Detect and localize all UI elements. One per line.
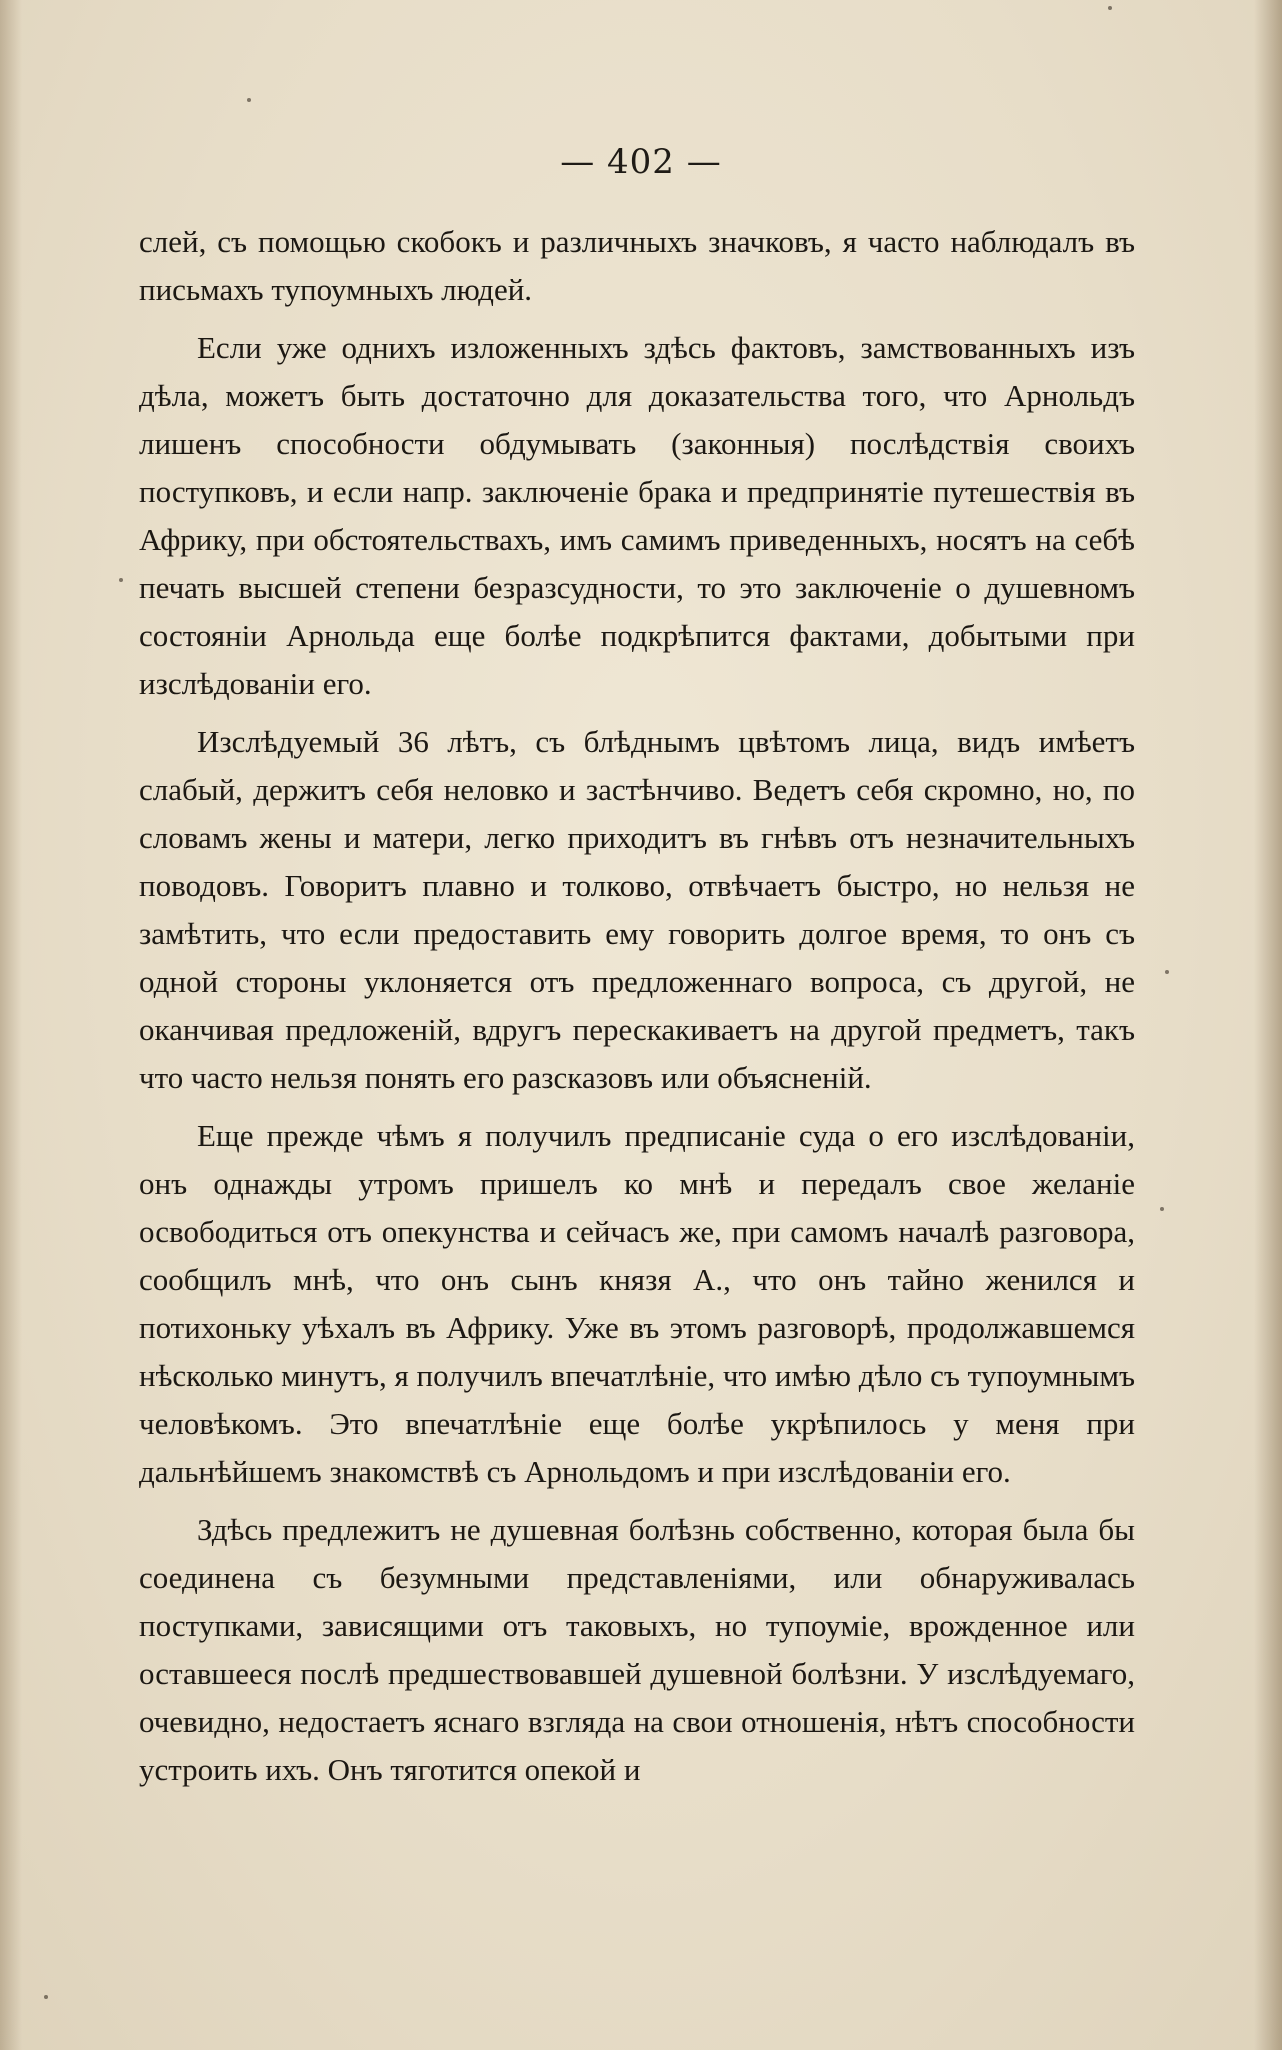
paragraph-3: Изслѣдуемый 36 лѣтъ, съ блѣднымъ цвѣтомъ лица, видъ имѣетъ слабый, держитъ себя неловко и застѣнчиво. Ведетъ себя скромно, но, по словамъ жены и матери, легко приходитъ въ гнѣвъ отъ незначительныхъ поводовъ. Говоритъ плавно и толково, отвѣчаетъ быстро, но нельзя не замѣтить, что если предоставить ему говорить долгое время, то онъ съ одной стороны уклоняется отъ предложеннаго вопроса, съ другой, не оканчивая предложеній, вдругъ перескакиваетъ на другой предметъ, такъ что часто нельзя понять его разсказовъ или объясненій. — [139, 724, 1135, 1095]
ink-speck — [119, 578, 123, 582]
ink-speck — [1160, 1207, 1164, 1211]
body-text — [139, 218, 1135, 1794]
paragraph-1: слей, съ помощью скобокъ и различныхъ значковъ, я часто наблюдалъ въ письмахъ тупоумныхъ людей. — [139, 224, 1135, 307]
paragraph-5: Здѣсь предлежитъ не душевная болѣзнь собственно, которая была бы соединена съ безумными представленіями, или обнаруживалась поступками, зависящими отъ таковыхъ, но тупоуміе, врожденное или оставшееся послѣ предшествовавшей душевной болѣзни. У изслѣдуемаго, очевидно, недостаетъ яснаго взгляда на свои отношенія, нѣтъ способности устроить ихъ. Онъ тяготится опекой и — [139, 1512, 1135, 1787]
ink-speck — [247, 98, 251, 102]
ink-speck — [1165, 970, 1169, 974]
ink-speck — [1108, 6, 1112, 10]
paragraph-2: Если уже однихъ изложенныхъ здѣсь фактовъ, замствованныхъ изъ дѣла, можетъ быть достаточно для доказательства того, что Арнольдъ лишенъ способности обдумывать (законныя) послѣдствія своихъ поступковъ, и если напр. заключеніе брака и предпринятіе путешествія въ Африку, при обстоятельствахъ, имъ самимъ приведенныхъ, носятъ на себѣ печать высшей степени безразсудности, то это заключеніе о душевномъ состояніи Арнольда еще болѣе подкрѣпится фактами, добытыми при изслѣдованіи его. — [139, 330, 1135, 701]
ink-speck — [44, 1995, 48, 1999]
paragraph-4: Еще прежде чѣмъ я получилъ предписаніе суда о его изслѣдованіи, онъ однажды утромъ пришелъ ко мнѣ и передалъ свое желаніе освободиться отъ опекунства и сейчасъ же, при самомъ началѣ разговора, сообщилъ мнѣ, что онъ сынъ князя А., что онъ тайно женился и потихоньку уѣхалъ въ Африку. Уже въ этомъ разговорѣ, продолжавшемся нѣсколько минутъ, я получилъ впечатлѣніе, что имѣю дѣло съ тупоумнымъ человѣкомъ. Это впечатлѣніе еще болѣе укрѣпилось у меня при дальнѣйшемъ знакомствѣ съ Арнольдомъ и при изслѣдованіи его. — [139, 1118, 1135, 1489]
page-number-header: — 402 — — [560, 142, 722, 182]
page-edge-shadow-right — [1254, 0, 1282, 2050]
page-edge-shadow-left — [0, 0, 22, 2050]
